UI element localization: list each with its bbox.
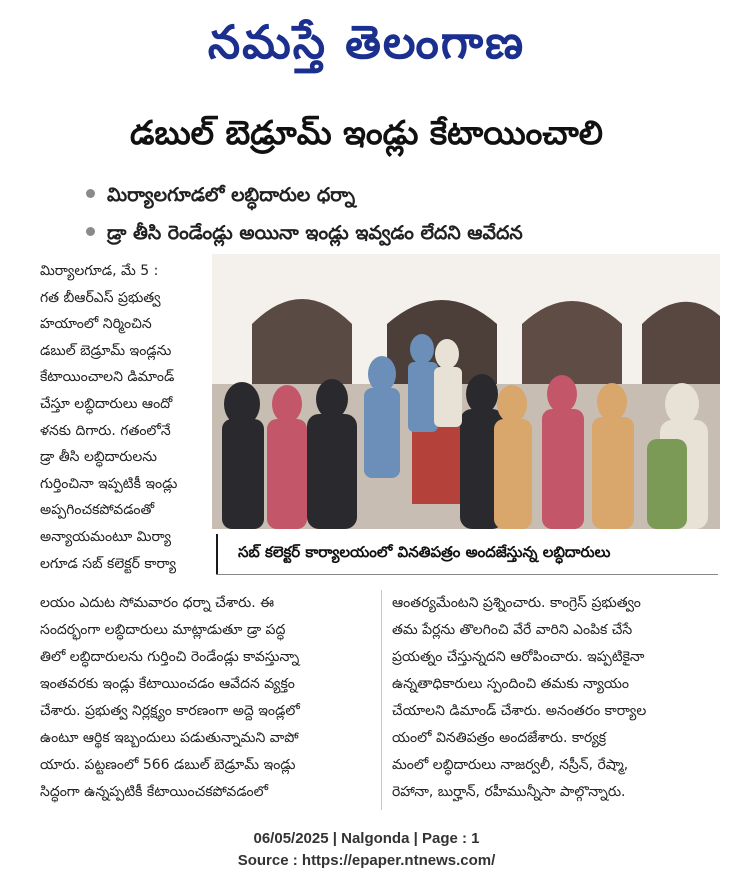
text-line: చేయాలని డిమాండ్ చేశారు. అనంతరం కార్యాల <box>392 703 647 719</box>
column-divider <box>381 590 382 810</box>
text-line: సందర్భంగా లబ్ధిదారులు మాట్లాడుతూ డ్రా పద్ధ <box>40 622 286 638</box>
text-line: డబుల్ బెడ్రూమ్ ఇండ్లను <box>40 342 172 359</box>
footer-source-link[interactable]: Source : https://epaper.ntnews.com/ <box>237 852 496 869</box>
text-line: తిలో లబ్ధిదారులను గుర్తించి రెండేండ్లు కావస్తున్నా <box>40 649 300 665</box>
footer-edition-info: 06/05/2025 | Nalgonda | Page : 1 <box>253 830 480 847</box>
bullet-dot-icon <box>86 227 95 236</box>
news-photo <box>212 254 720 529</box>
caption-marker <box>216 534 218 574</box>
text-line: లయం ఎదుట సోమవారం ధర్నా చేశారు. ఈ <box>40 595 275 611</box>
dateline: మిర్యాలగూడ, మే 5 : <box>40 263 159 279</box>
article-left-column <box>40 258 210 577</box>
subheading-text: డ్రా తీసి రెండేండ్లు అయినా ఇండ్లు ఇవ్వడం లేదని ఆవేదన <box>107 222 523 244</box>
article-column-b <box>392 590 722 806</box>
subheading-bullet-1 <box>86 180 355 210</box>
text-line: ళనకు దిగారు. గతంలోనే <box>40 422 171 439</box>
text-line: ప్రయత్నం చేస్తున్నదని ఆరోపించారు. ఇప్పటికైనా <box>392 649 645 665</box>
bullet-dot-icon <box>86 189 95 198</box>
article-headline: డబుల్ బెడ్రూమ్ ఇండ్లు కేటాయించాలి <box>130 113 603 152</box>
protest-photo-illustration <box>212 254 720 529</box>
text-line: లగూడ సబ్ కలెక్టర్ కార్యా <box>40 555 176 572</box>
text-line: గత బీఆర్ఎస్ ప్రభుత్వ <box>40 289 161 306</box>
text-line: డ్రా తీసి లబ్ధిదారులను <box>40 449 157 466</box>
newspaper-masthead: నమస్తే తెలంగాణ <box>207 15 526 69</box>
subheading-bullet-2 <box>86 218 523 248</box>
page-footer <box>0 828 733 872</box>
text-line: అప్పగించకపోవడంతో <box>40 502 155 519</box>
text-line: హయాంలో నిర్మించిన <box>40 316 152 333</box>
text-line: యంలో వినతిపత్రం అందజేశారు. కార్యక్ర <box>392 730 607 746</box>
text-line: అన్యాయమంటూ మిర్యా <box>40 528 172 545</box>
subheading-text: మిర్యాలగూడలో లబ్ధిదారుల ధర్నా <box>107 184 356 206</box>
text-line: చేస్తూ లబ్ధిదారులు ఆందో <box>40 395 173 412</box>
text-line: ఉన్నతాధికారులు స్పందించి తమకు న్యాయం <box>392 676 630 692</box>
caption-rule <box>216 574 718 575</box>
text-line: యారు. పట్టణంలో 566 డబుల్ బెడ్రూమ్ ఇండ్లు <box>40 757 296 773</box>
photo-caption: సబ్ కలెక్టర్ కార్యాలయంలో వినతిపత్రం అందజేస్తున్న లబ్ధిదారులు <box>238 543 611 561</box>
text-line: ఉంటూ ఆర్థిక ఇబ్బందులు పడుతున్నామని వాపో <box>40 730 299 746</box>
text-line: సిద్ధంగా ఉన్నప్పటికీ కేటాయించకపోవడంలో <box>40 784 268 800</box>
text-line: కేటాయించాలని డిమాండ్ <box>40 369 175 386</box>
text-line: గుర్తించినా ఇప్పటికీ ఇండ్లు <box>40 475 178 492</box>
text-line: తమ పేర్లను తొలగించి వేరే వారిని ఎంపిక చేసే <box>392 622 633 638</box>
text-line: ఆంతర్యమేంటని ప్రశ్నించారు. కాంగ్రెస్ ప్రభుత్వం <box>392 595 641 611</box>
text-line: ఇంతవరకు ఇండ్లు కేటాయించడం ఆవేదన వ్యక్తం <box>40 676 295 692</box>
text-line: రెహానా, బుర్హాన్, రహీమున్నీసా పాల్గొన్నారు. <box>392 784 626 800</box>
text-line: చేశారు. ప్రభుత్వ నిర్లక్ష్యం కారణంగా అద్దె ఇండ్లలో <box>40 703 300 719</box>
article-column-a <box>40 590 370 806</box>
text-line: మంలో లబ్ధిదారులు నాజర్వలీ, నస్రీన్, రేష్మా, <box>392 757 629 773</box>
